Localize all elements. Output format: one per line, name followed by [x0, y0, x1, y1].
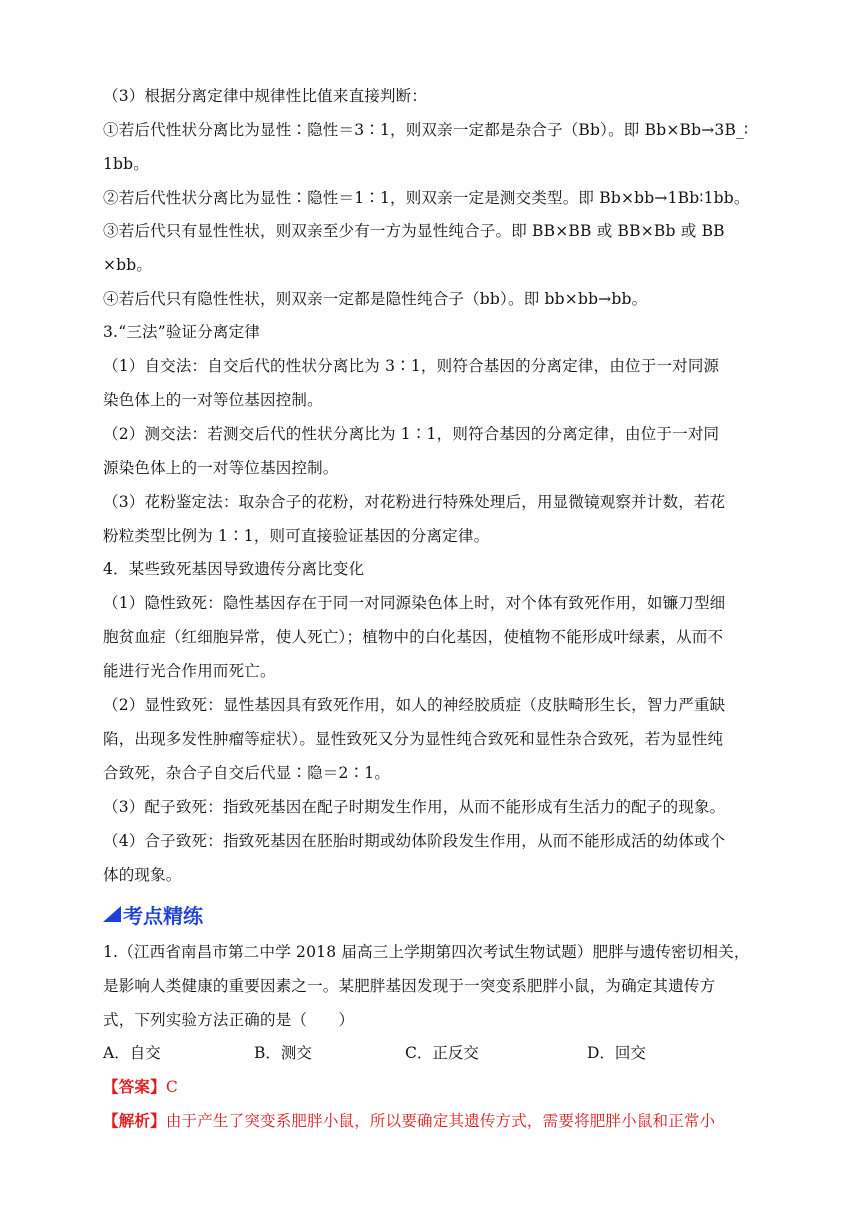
- lethal-1-line-1: （1）隐性致死：隐性基因存在于同一对同源染色体上时，对个体有致死作用，如镰刀型细: [103, 594, 726, 612]
- rule-3-line-2: ×bb。: [103, 256, 153, 274]
- question-1-options: [103, 1043, 723, 1063]
- question-1-line-1: 1.（江西省南昌市第二中学 2018 届高三上学期第四次考试生物试题）肥胖与遗传密切相关，: [103, 943, 750, 961]
- method-3-line-2: 粉粒类型比例为 1∶1，则可直接验证基因的分离定律。: [103, 527, 490, 545]
- option-b: B．测交: [254, 1044, 312, 1062]
- rule-2: ②若后代性状分离比为显性∶隐性＝1∶1，则双亲一定是测交类型。即 Bb×bb→1Bb∶1bb。: [103, 189, 750, 207]
- answer-label: 【答案】: [103, 1077, 166, 1096]
- option-d: D．回交: [587, 1044, 646, 1062]
- rule-1-line-1: ①若后代性状分离比为显性∶隐性＝3∶1，则双亲一定都是杂合子（Bb）。即 Bb×Bb→3B_∶: [103, 121, 749, 139]
- method-2-line-2: 源染色体上的一对等位基因控制。: [103, 459, 339, 477]
- lethal-2-line-2: 陷，出现多发性肿瘤等症状）。显性致死又分为显性纯合致死和显性杂合致死，若为显性纯: [103, 730, 724, 748]
- lethal-title: 4．某些致死基因导致遗传分离比变化: [103, 560, 365, 578]
- option-c: C．正反交: [405, 1044, 479, 1062]
- question-1-line-2: 是影响人类健康的重要因素之一。某肥胖基因发现于一突变系肥胖小鼠，为确定其遗传方: [103, 977, 716, 995]
- method-2-line-1: （2）测交法：若测交后代的性状分离比为 1∶1，则符合基因的分离定律，由位于一对同: [103, 425, 720, 443]
- lethal-3: （3）配子致死：指致死基因在配子时期发生作用，从而不能形成有生活力的配子的现象。: [103, 798, 726, 816]
- question-1-line-3: 式，下列实验方法正确的是（ ）: [103, 1011, 355, 1029]
- method-1-line-1: （1）自交法：自交后代的性状分离比为 3∶1，则符合基因的分离定律，由位于一对同源: [103, 357, 720, 375]
- option-a: A．自交: [103, 1044, 161, 1062]
- section3-intro: （3）根据分离定律中规律性比值来直接判断：: [103, 87, 428, 105]
- analysis-text: 由于产生了突变系肥胖小鼠，所以要确定其遗传方式，需要将肥胖小鼠和正常小: [165, 1112, 716, 1130]
- analysis-line: [103, 1111, 715, 1131]
- lethal-1-line-2: 胞贫血症（红细胞异常，使人死亡）；植物中的白化基因，使植物不能形成叶绿素，从而不: [103, 628, 724, 646]
- three-methods-title: 3.“三法”验证分离定律: [103, 323, 261, 341]
- rule-4: ④若后代只有隐性性状，则双亲一定都是隐性纯合子（bb）。即 bb×bb→bb。: [103, 290, 648, 308]
- rule-1-line-2: 1bb。: [103, 155, 150, 173]
- answer-value: C: [165, 1078, 178, 1096]
- lethal-2-line-3: 合致死，杂合子自交后代显∶隐＝2∶1。: [103, 764, 391, 782]
- rule-3-line-1: ③若后代只有显性性状，则双亲至少有一方为显性纯合子。即 BB×BB 或 BB×Bb 或 BB: [103, 222, 725, 240]
- lethal-4-line-1: （4）合子致死：指致死基因在胚胎时期或幼体阶段发生作用，从而不能形成活的幼体或个: [103, 832, 726, 850]
- lethal-2-line-1: （2）显性致死：显性基因具有致死作用，如人的神经胶质症（皮肤畸形生长，智力严重缺: [103, 696, 726, 714]
- answer-line: [103, 1077, 178, 1097]
- triangle-marker-icon: [103, 906, 121, 922]
- lethal-4-line-2: 体的现象。: [103, 866, 182, 884]
- practice-heading: [103, 900, 203, 928]
- practice-heading-text: 考点精练: [123, 903, 203, 928]
- method-3-line-1: （3）花粉鉴定法：取杂合子的花粉，对花粉进行特殊处理后，用显微镜观察并计数，若花: [103, 493, 726, 511]
- method-1-line-2: 染色体上的一对等位基因控制。: [103, 391, 323, 409]
- analysis-label: 【解析】: [103, 1111, 166, 1130]
- lethal-1-line-3: 能进行光合作用而死亡。: [103, 662, 276, 680]
